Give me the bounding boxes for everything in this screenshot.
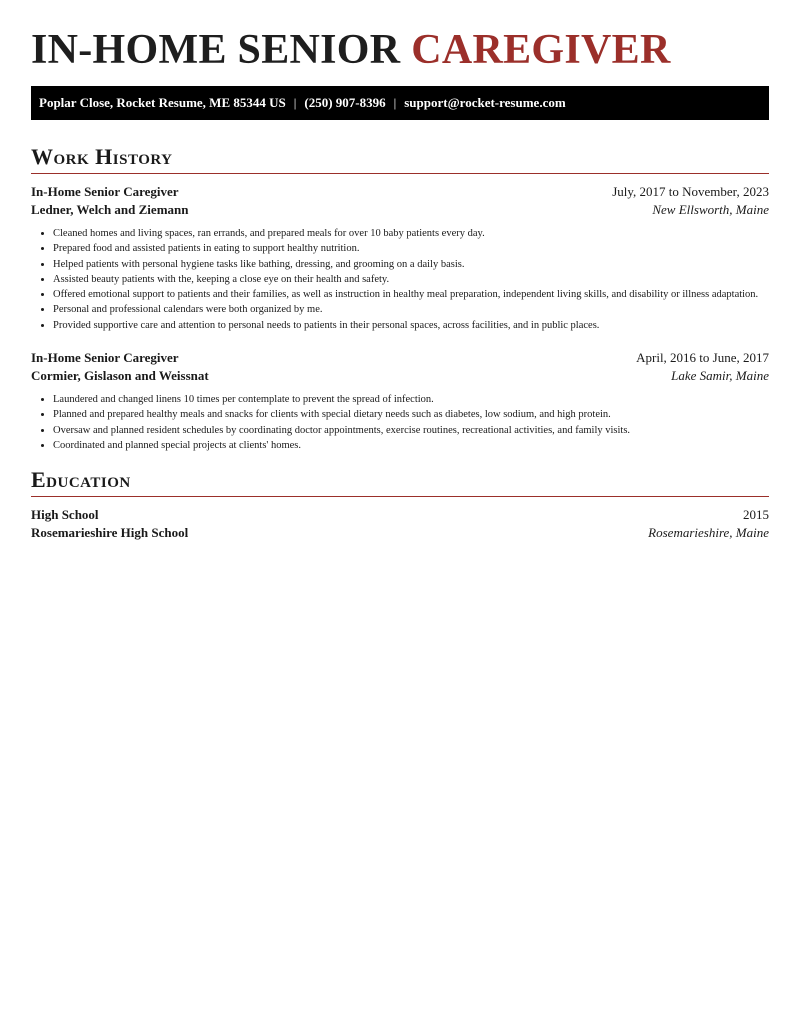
job-duty: • Helped patients with personal hygiene tasks like bathing, dressing, and grooming on a daily basis. (53, 257, 769, 272)
job-dates: April, 2016 to June, 2017 (636, 350, 769, 366)
job-duty: • Offered emotional support to patients and their families, as well as instruction in healthy meal preparation, independent living skills, and disability or illness adaptation. (53, 287, 769, 302)
job-duty: • Prepared food and assisted patients in eating to support healthy nutrition. (53, 241, 769, 256)
title-accent-part: CAREGIVER (411, 27, 671, 73)
job-entry (31, 349, 769, 453)
job-duty: • Laundered and changed linens 10 times per contemplate to prevent the spread of infection. (53, 392, 769, 407)
job-duty: • Personal and professional calendars were both organized by me. (53, 302, 769, 317)
contact-address: Poplar Close, Rocket Resume, ME 85344 US (39, 95, 286, 110)
education-school: Rosemarieshire High School (31, 525, 189, 541)
job-duty: • Planned and prepared healthy meals and snacks for clients with special dietary needs such as diabetes, low sodium, and high protein. (53, 407, 769, 422)
job-title: In-Home Senior Caregiver (31, 184, 179, 199)
education-heading: Education (31, 467, 769, 497)
job-duty: • Cleaned homes and living spaces, ran errands, and prepared meals for over 10 baby patients every day. (53, 226, 769, 241)
job-entry (31, 183, 769, 333)
title-name-part: IN-HOME SENIOR (31, 27, 401, 73)
job-duty: • Provided supportive care and attention to personal needs to patients in their personal spaces, across facilities, and in public places. (53, 318, 769, 333)
job-duty: • Coordinated and planned special projects at clients' homes. (53, 438, 769, 453)
education-entry (31, 506, 769, 542)
education-year: 2015 (743, 507, 769, 523)
job-location: New Ellsworth, Maine (652, 202, 769, 217)
job-duty: • Oversaw and planned resident schedules by coordinating doctor appointments, exercise routines, recreational activities, and family visits. (53, 423, 769, 438)
education-degree: High School (31, 507, 99, 523)
job-dates: July, 2017 to November, 2023 (612, 184, 769, 199)
job-company: Cormier, Gislason and Weissnat (31, 368, 209, 384)
job-title: In-Home Senior Caregiver (31, 350, 179, 366)
resume-title (31, 0, 769, 86)
education-section (31, 467, 769, 542)
job-duties-list (31, 226, 769, 333)
education-location: Rosemarieshire, Maine (648, 525, 769, 541)
contact-email[interactable]: support@rocket-resume.com (404, 95, 566, 110)
job-company: Ledner, Welch and Ziemann (31, 202, 189, 217)
job-duties-list (31, 392, 769, 453)
work-history-section (31, 144, 769, 453)
work-history-heading: Work History (31, 144, 769, 174)
contact-phone: (250) 907-8396 (304, 95, 386, 110)
job-duty: • Assisted beauty patients with the, keeping a close eye on their health and safety. (53, 272, 769, 287)
job-location: Lake Samir, Maine (671, 368, 769, 384)
contact-bar (31, 86, 769, 120)
contact-separator: | (293, 95, 297, 110)
contact-separator: | (393, 95, 397, 110)
